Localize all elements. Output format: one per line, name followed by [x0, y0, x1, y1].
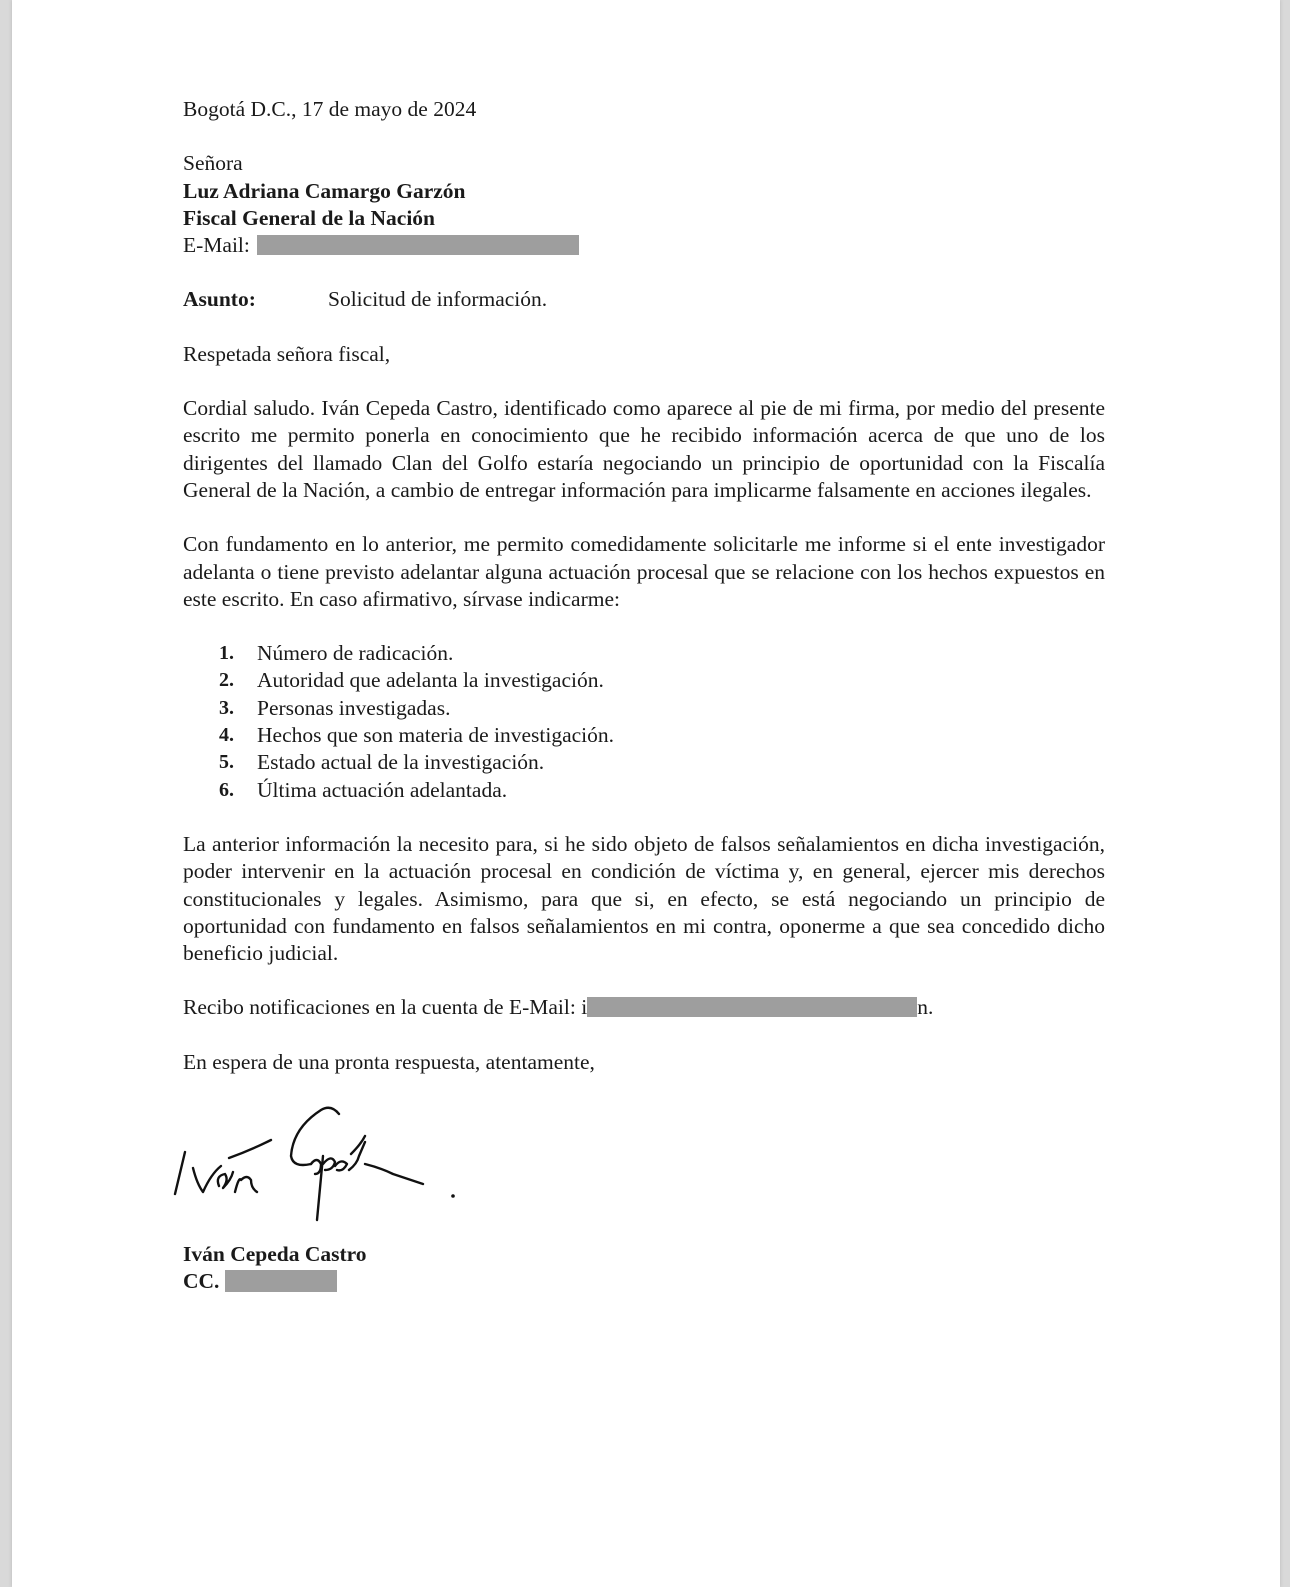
list-item-number: 3. [219, 696, 234, 719]
recipient-email-link[interactable] [255, 232, 579, 259]
signature-block [183, 1076, 1105, 1241]
closing: En espera de una pronta respuesta, atentamente, [183, 1049, 595, 1074]
request-list [219, 640, 1105, 804]
place-date: Bogotá D.C., 17 de mayo de 2024 [183, 97, 477, 121]
list-item-number: 5. [219, 751, 234, 774]
paragraph-2: Con fundamento en lo anterior, me permito comedidamente solicitarle me informe si el ente investigador adelanta o tiene previsto adelantar alguna actuación procesal que se relacione con los hechos expuestos en este escrito. En caso afirmativo, sírvase indicarme: [183, 532, 1105, 611]
list-item [219, 722, 1105, 749]
subject-row [183, 286, 1105, 313]
handwritten-signature [171, 1084, 471, 1244]
list-item [219, 667, 1105, 694]
recipient-title: Señora [183, 151, 243, 176]
notification-email-start: i [581, 995, 588, 1020]
signer-name: Iván Cepeda Castro [183, 1242, 367, 1267]
list-item [219, 695, 1105, 722]
list-item-number: 2. [219, 669, 234, 692]
list-item-text: Estado actual de la investigación. [257, 750, 545, 775]
recipient-position: Fiscal General de la Nación [183, 205, 435, 230]
recipient-name: Luz Adriana Camargo Garzón [183, 178, 466, 203]
recipient-email-row [183, 232, 1105, 259]
paragraph-1: Cordial saludo. Iván Cepeda Castro, identificado como aparece al pie de mi firma, por medio del presente escrito me permito ponerla en conocimiento que he recibido información acerca de que uno de los dirigentes del llamado Clan del Golfo estaría negociando un principio de oportunidad con la Fiscalía General de la Nación, a cambio de entregar información para implicarme falsamente en acciones ilegales. [183, 396, 1105, 502]
list-item-number: 4. [219, 724, 234, 747]
list-item-number: 1. [219, 642, 234, 665]
signer-id-label: CC. [183, 1269, 220, 1294]
greeting: Respetada señora fiscal, [183, 341, 391, 366]
redaction-bar [225, 1270, 337, 1292]
list-item-text: Número de radicación. [257, 641, 454, 666]
list-item-number: 6. [219, 778, 234, 801]
redaction-bar [257, 235, 579, 255]
list-item-text: Hechos que son materia de investigación. [257, 723, 615, 748]
signer-id-row [183, 1268, 1105, 1295]
notification-text: Recibo notificaciones en la cuenta de E-Mail: [183, 995, 576, 1020]
recipient-email-label: E-Mail: [183, 233, 250, 258]
list-item-text: Autoridad que adelanta la investigación. [257, 668, 604, 693]
notification-row [183, 994, 1105, 1021]
letter-body [183, 96, 1105, 1296]
list-item-text: Última actuación adelantada. [257, 777, 508, 802]
document-page [12, 0, 1280, 1587]
notification-email-end: n. [917, 995, 934, 1020]
list-item-text: Personas investigadas. [257, 695, 451, 720]
list-item [219, 777, 1105, 804]
redaction-bar [587, 997, 917, 1017]
subject-label: Asunto: [183, 287, 256, 312]
subject-value: Solicitud de información. [328, 287, 548, 312]
list-item [219, 640, 1105, 667]
list-item [219, 749, 1105, 776]
paragraph-3: La anterior información la necesito para, si he sido objeto de falsos señalamientos en dicha investigación, poder intervenir en la actuación procesal en condición de víctima y, en general, ejercer mis derechos constitucionales y legales. Asimismo, para que si, en efecto, se está negociando un principio de oportunidad con fundamento en falsos señalamientos en mi contra, oponerme a que sea concedido dicho beneficio judicial. [183, 831, 1105, 966]
